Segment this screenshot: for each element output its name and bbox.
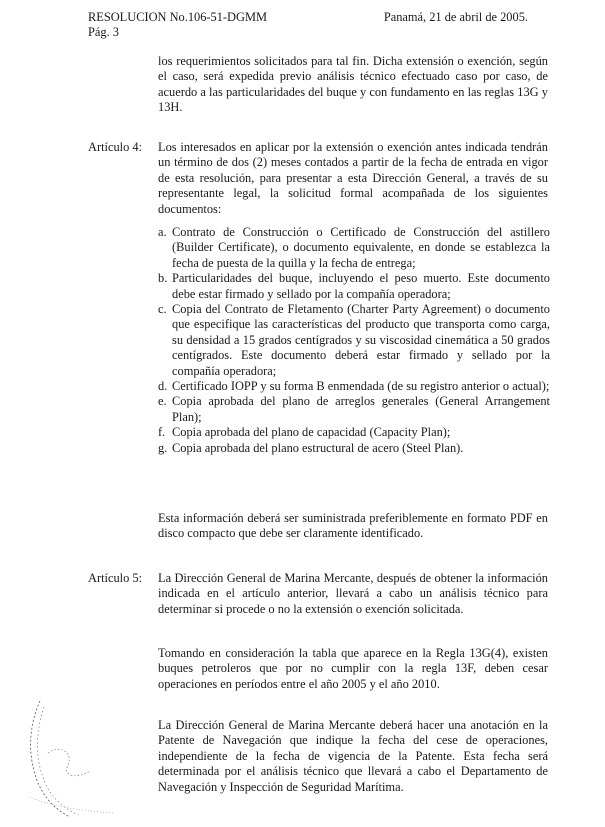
article-4-label: Artículo 4: — [88, 140, 143, 154]
handwritten-signature — [18, 693, 138, 823]
article-5-label: Artículo 5: — [88, 571, 143, 585]
article-4-document-list — [158, 225, 550, 456]
article-5-paragraph-2: Tomando en consideración la tabla que aparece en la Regla 13G(4), existen buques petroleros que por no cumplir con la regla 13F, deben cesar operaciones en períodos entre el año 2005 y el año 2010. — [158, 646, 548, 691]
list-item-text: Copia aprobada del plano de capacidad (Capacity Plan); — [172, 425, 451, 440]
list-item — [158, 225, 550, 271]
resolution-number: RESOLUCION No.106-51-DGMM — [88, 10, 267, 24]
list-item-letter: a. — [158, 225, 167, 239]
list-item-text: Particularidades del buque, incluyendo el peso muerto. Este documento debe estar firmado y sellado por la compañía operadora; — [172, 271, 550, 301]
article-5-text: La Dirección General de Marina Mercante, después de obtener la información indicada en el artículo anterior, llevará a cabo un análisis técnico para determinar si procede o no la extensión o exención solicitada. — [158, 571, 548, 616]
article-4-text: Los interesados en aplicar por la extensión o exención antes indicada tendrán un término de dos (2) meses contados a partir de la fecha de entrada en vigor de esta resolución, para presentar a esta Dirección General, a través de su representante legal, la solicitud formal acompañada de los siguientes documentos: — [158, 140, 548, 216]
list-item — [158, 425, 550, 440]
page-header — [88, 10, 528, 41]
place-date: Panamá, 21 de abril de 2005. — [383, 10, 528, 24]
page-number: Pág. 3 — [88, 25, 119, 40]
list-item-text: Copia aprobada del plano estructural de acero (Steel Plan). — [172, 440, 464, 455]
list-item-letter: c. — [158, 302, 167, 317]
intro-paragraph: los requerimientos solicitados para tal fin. Dicha extensión o exención, según el caso, será expedida previo análisis técnico efectuado caso por caso, de acuerdo a las particularidades del buque y con fundamento en las reglas 13G y 13H. — [158, 54, 548, 115]
list-item-letter: f. — [158, 425, 166, 440]
list-item-letter: e. — [158, 394, 167, 409]
list-item-text: Certificado IOPP y su forma B enmendada (de su registro anterior o actual); — [172, 379, 550, 394]
list-item-letter: b. — [158, 271, 168, 286]
list-item — [158, 441, 550, 456]
list-item — [158, 394, 550, 425]
list-item-text: Contrato de Construcción o Certificado de Construcción del astillero (Builder Certificate), o documento equivalente, en donde se establezca la fecha de puesta de la quilla y la fecha de entrega; — [172, 225, 550, 270]
list-item — [158, 302, 550, 379]
list-item — [158, 379, 550, 394]
list-item-text: Copia aprobada del plano de arreglos generales (General Arrangement Plan); — [172, 394, 550, 424]
list-item-text: Copia del Contrato de Fletamento (Charter Party Agreement) o documento que especifique las características del producto que transporta como carga, su densidad a 15 grados centígrados y su viscosidad cinemática a 50 grados centígrados. Este documento deberá estar firmado y sellado por la compañía operadora; — [172, 302, 550, 378]
list-item — [158, 271, 550, 302]
list-item-letter: d. — [158, 379, 168, 394]
article-5-paragraph-3: La Dirección General de Marina Mercante deberá hacer una anotación en la Patente de Navegación que indique la fecha del cese de operaciones, independiente de la fecha de vigencia de la Patente. Esta fecha será determinada por el análisis técnico que llevará a cabo el Departamento de Navegación y Inspección de Seguridad Marítima. — [158, 718, 548, 794]
article-4-closing: Esta información deberá ser suministrada preferiblemente en formato PDF en disco compacto que debe ser claramente identificado. — [158, 511, 548, 541]
list-item-letter: g. — [158, 440, 168, 455]
